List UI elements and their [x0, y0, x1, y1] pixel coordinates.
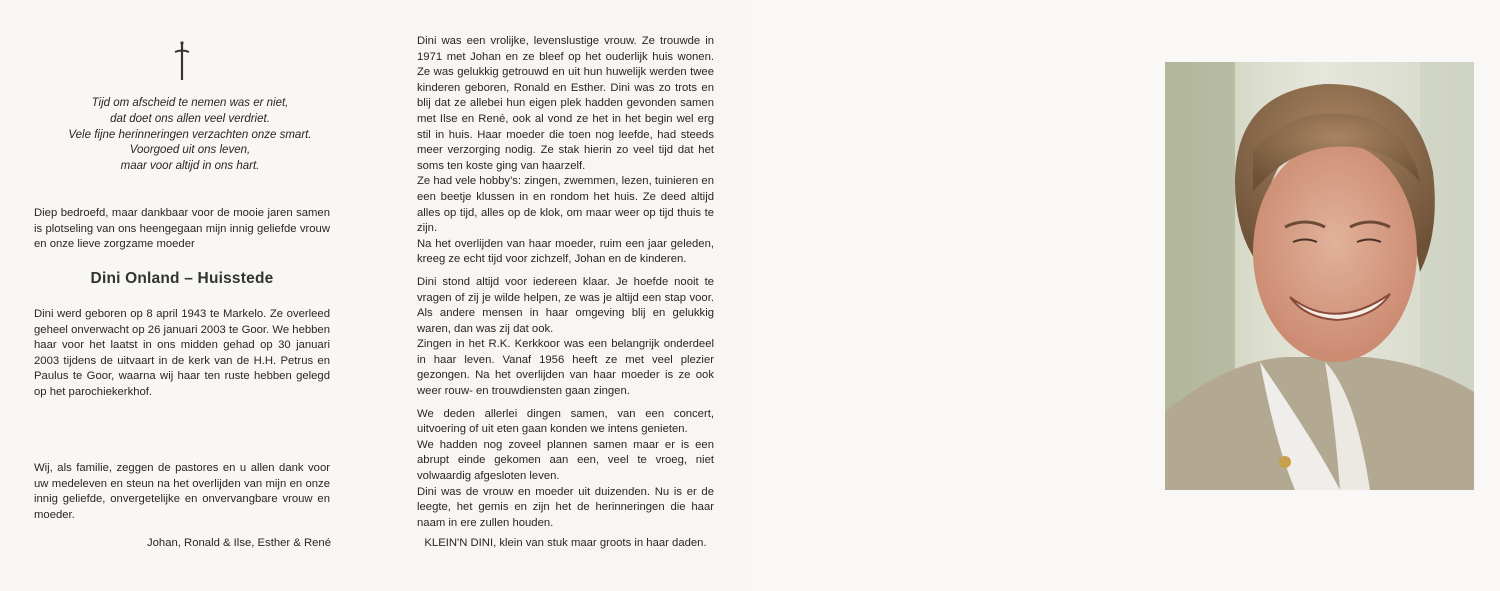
portrait-photo: [1165, 62, 1474, 490]
life-story: [417, 34, 714, 531]
story-paragraph: Dini was een vrolijke, levenslustige vrouw. Ze trouwde in 1971 met Johan en ze bleef op het ouderlijk huis wonen. Ze was gelukkig getrouwd en uit hun huwelijk werden twee kinderen geboren, Ronald en Esther. Dini was zo trots en blij dat ze allebei hun eigen plek hadden gevonden samen met Ilse en René, ook al vond ze het in het begin wel erg stil in huis. Haar moeder die toen nog leefde, had steeds meer verzorging nodig. Ze stak hierin zo veel tijd dat het soms ten koste ging van haarzelf.: [417, 35, 714, 172]
story-paragraph: We deden allerlei dingen samen, van een concert, uitvoering of uit eten gaan konden we intens genieten.: [417, 407, 714, 436]
poem-line: dat doet ons allen veel verdriet.: [110, 112, 270, 125]
family-signature: Johan, Ronald & Ilse, Esther & René: [147, 537, 331, 549]
deceased-name: Dini Onland – Huisstede: [90, 270, 274, 287]
bio-text: Dini werd geboren op 8 april 1943 te Markelo. Ze overleed geheel onverwacht op 26 januari 2003 te Goor. We hebben haar voor het laatst in ons midden gehad op 30 januari 2003 tijdens de uitvaart in de kerk van de H.H. Petrus en Paulus te Goor, waarna wij haar ten ruste hebben gelegd op het parochiekerkhof.: [34, 308, 330, 398]
story-paragraph: Dini was de vrouw en moeder uit duizenden. Nu is er de leegte, het gemis en zijn het de herinneringen die haar naam in ere zullen houden.: [417, 485, 714, 529]
story-paragraph: We hadden nog zoveel plannen samen maar er is een abrupt einde gekomen aan een, veel te vroeg, niet volwaardig afgesloten leven.: [417, 438, 714, 483]
paragraph-gap: [417, 400, 714, 407]
middle-page: [377, 0, 751, 591]
left-page: [0, 0, 377, 591]
thanks-text: Wij, als familie, zeggen de pastores en u allen dank voor uw medeleven en steun na het overlijden van mijn en onze innig geliefde, onvergetelijke en onvervangbare vrouw en moeder.: [34, 462, 330, 521]
poem-line: Vele fijne herinneringen verzachten onze smart.: [68, 128, 312, 141]
poem-line: maar voor altijd in ons hart.: [120, 160, 260, 173]
paragraph-gap: [417, 268, 714, 275]
story-paragraph: Na het overlijden van haar moeder, ruim een jaar geleden, kreeg ze echt tijd voor zichzelf, Johan en de kinderen.: [417, 237, 714, 266]
portrait-image: [1165, 62, 1474, 490]
poem-line: Voorgoed uit ons leven,: [129, 144, 251, 157]
cross-icon: [172, 40, 192, 82]
poem-line: Tijd om afscheid te nemen was er niet,: [91, 97, 289, 109]
intro-text: Diep bedroefd, maar dankbaar voor de mooie jaren samen is plotseling van ons heengegaan mijn innig geliefde vrouw en onze lieve zorgzame moeder: [34, 207, 330, 251]
poem: [40, 96, 340, 175]
story-paragraph: Zingen in het R.K. Kerkkoor was een belangrijk onderdeel in haar leven. Vanaf 1956 heeft ze met veel plezier gezongen. Na het overlijden van haar moeder is ze ook weer rouw- en trouwdiensten gaan zingen.: [417, 338, 714, 398]
closing-line: KLEIN'N DINI, klein van stuk maar groots in haar daden.: [424, 537, 707, 549]
story-paragraph: Ze had vele hobby's: zingen, zwemmen, lezen, tuinieren en een beetje klussen in en rondom het huis. Ze deed altijd alles op tijd, alles op de klok, om maar weer op tijd thuis te zijn.: [417, 175, 714, 235]
story-paragraph: Dini stond altijd voor iedereen klaar. Je hoefde nooit te vragen of zij je wilde helpen, ze was je altijd een stap voor. Als andere mensen in haar omgeving blij en gelukkig waren, dan was zij dat ook.: [417, 275, 714, 335]
